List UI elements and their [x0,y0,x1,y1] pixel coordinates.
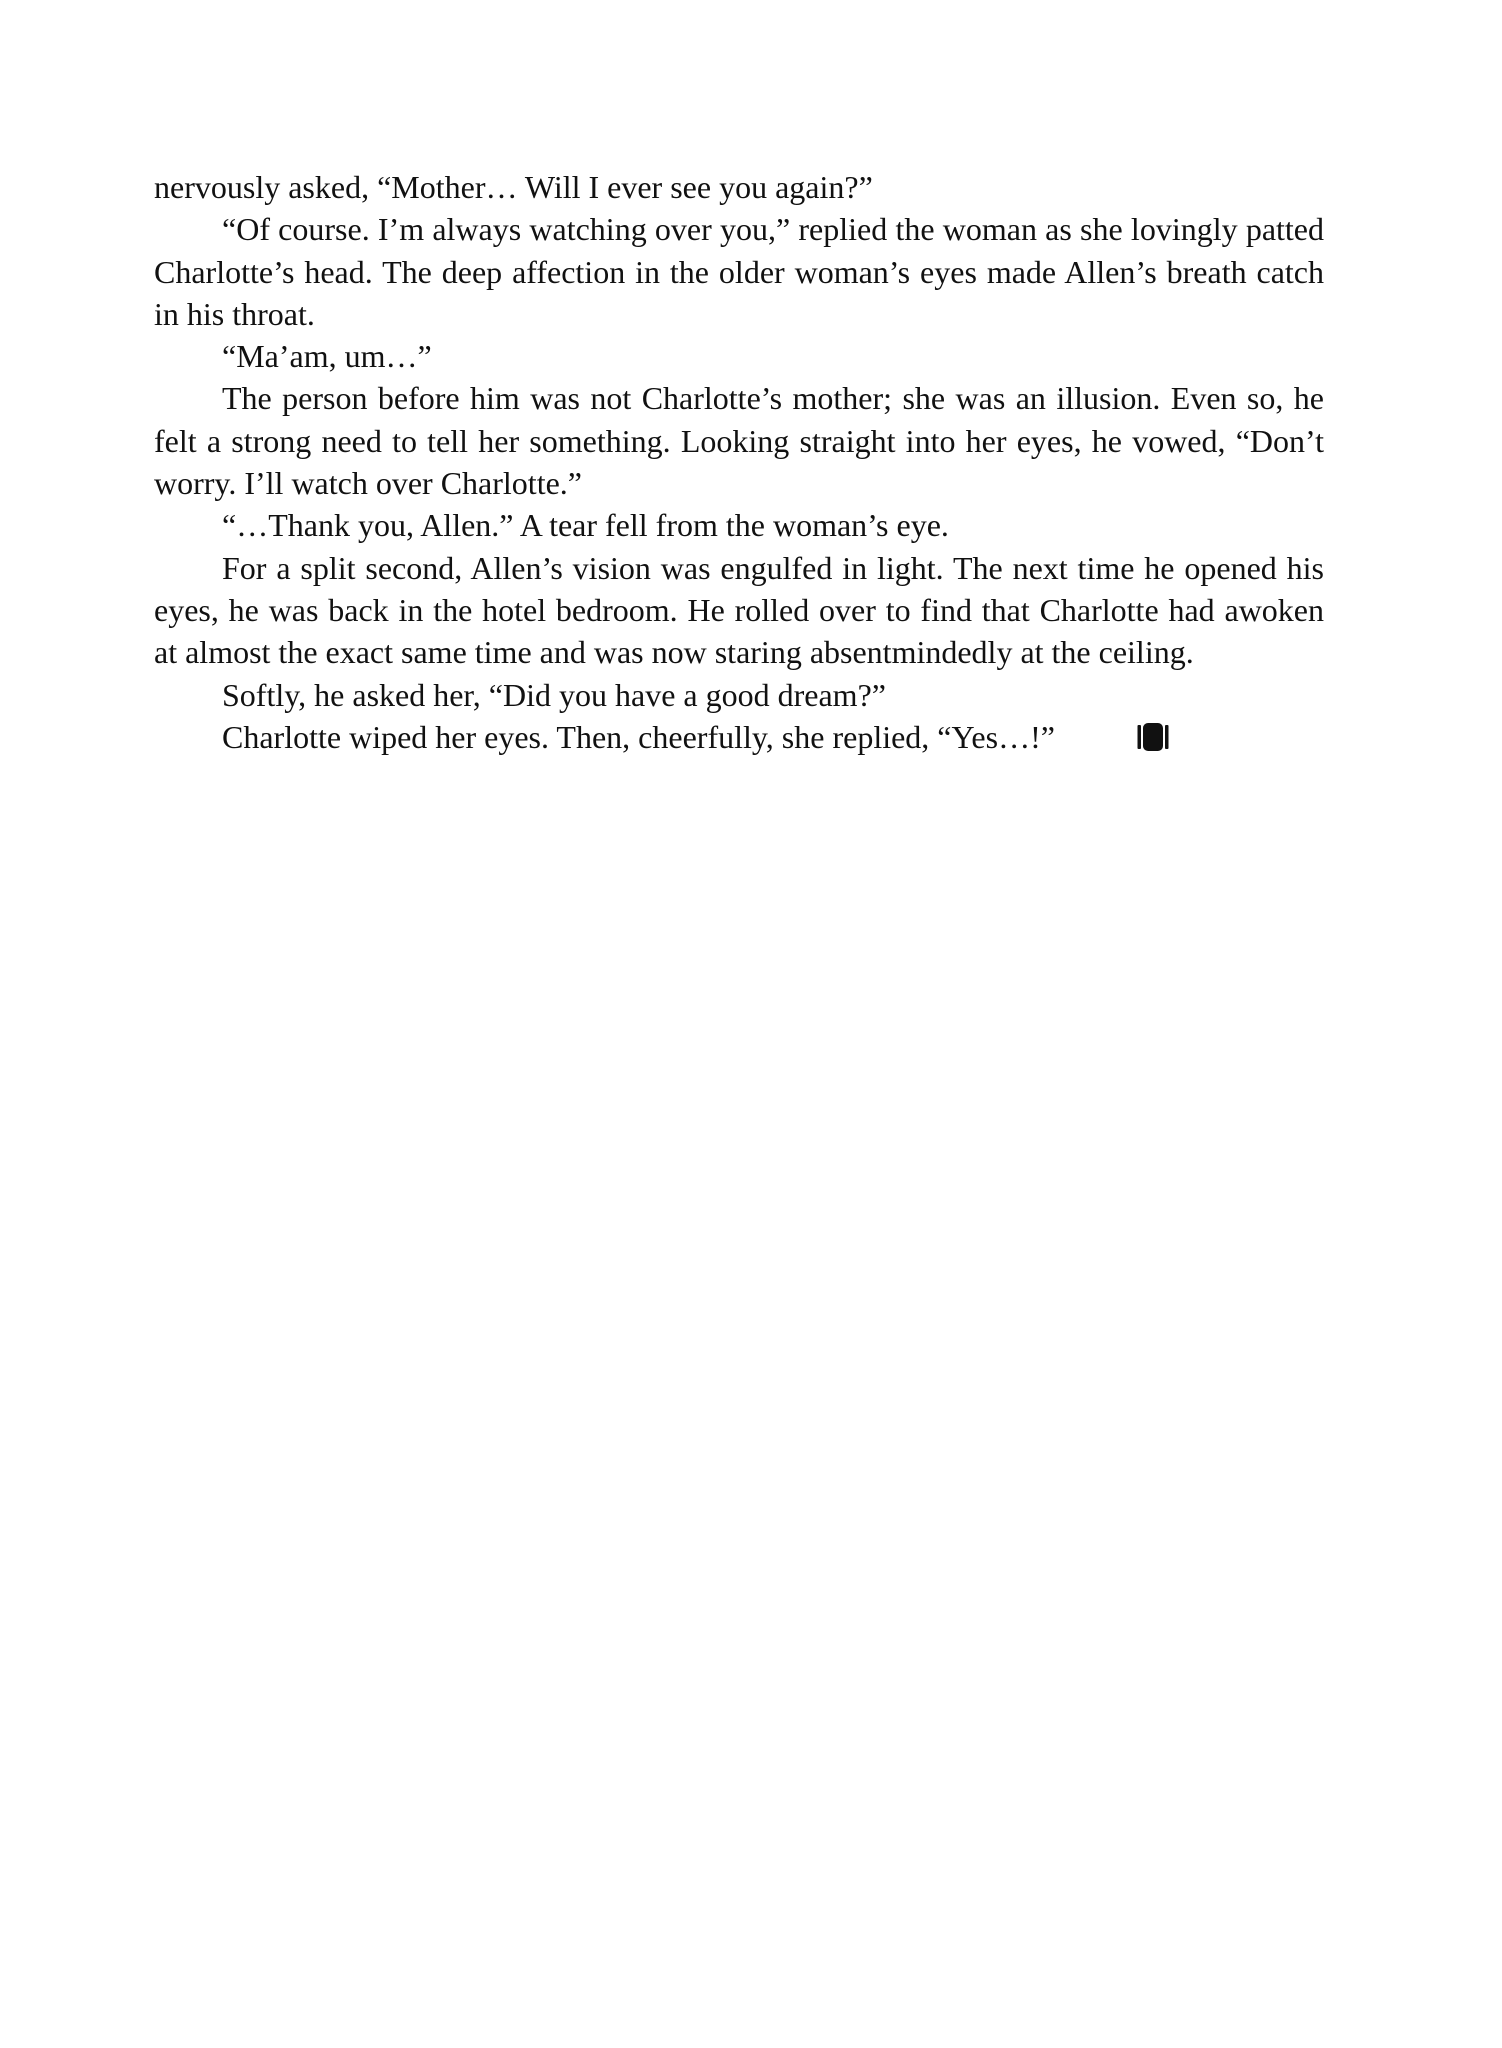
book-end-mark-icon [1069,720,1169,762]
paragraph-8 [154,716,1324,762]
paragraph-2: “Of course. I’m always watching over you,” replied the woman as she lovingly patted Charlotte’s head. The deep affection in the older woman’s eyes made Allen’s breath catch in his throat. [154,211,1324,332]
paragraph-5: “…Thank you, Allen.” A tear fell from the woman’s eye. [222,507,949,544]
paragraph-7: Softly, he asked her, “Did you have a good dream?” [222,676,886,713]
paragraph-1: nervously asked, “Mother… Will I ever see you again?” [154,169,873,205]
paragraph-3: “Ma’am, um…” [222,338,432,375]
body-text [154,166,1324,762]
paragraph-8-text: Charlotte wiped her eyes. Then, cheerfully, she replied, “Yes…!” [222,718,1055,755]
paragraph-4: The person before him was not Charlotte’s mother; she was an illusion. Even so, he felt a strong need to tell her something. Looking straight into her eyes, he vowed, “Don’t worry. I’ll watch over Charlotte.” [154,380,1324,502]
paragraph-6: For a split second, Allen’s vision was engulfed in light. The next time he opened his eyes, he was back in the hotel bedroom. He rolled over to find that Charlotte had awoken at almost the exact same time and was now staring absentmindedly at the ceiling. [154,549,1324,671]
